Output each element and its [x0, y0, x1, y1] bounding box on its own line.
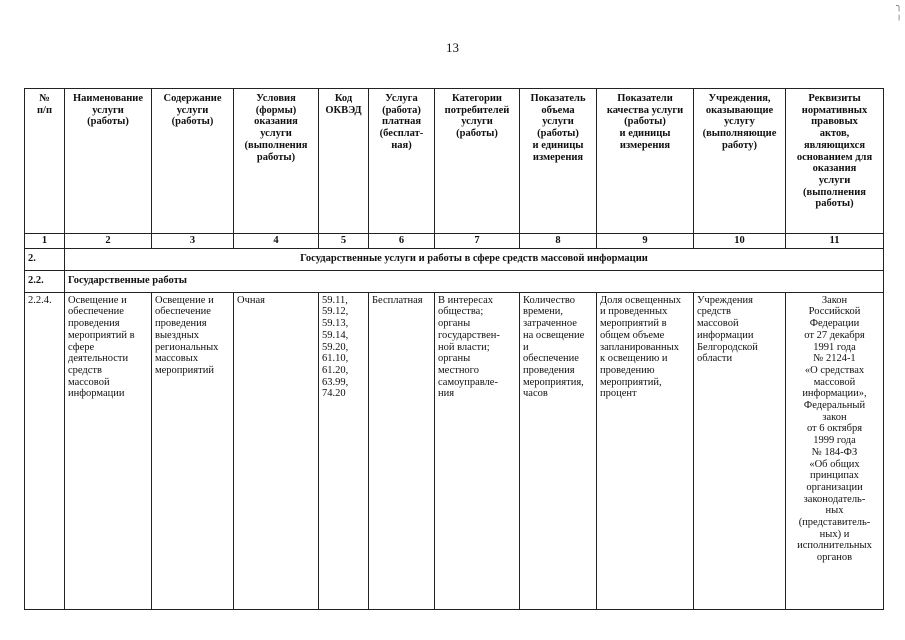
paid-status: Бесплатная [369, 292, 435, 609]
column-number: 3 [152, 234, 234, 249]
okved-codes: 59.11, 59.12, 59.13, 59.14, 59.20, 61.10, 61.20, 63.99, 74.20 [319, 292, 369, 609]
header-institutions: Учреждения, оказывающие услугу (выполняющие работу) [694, 89, 786, 234]
legal-acts: Закон Российской Федерации от 27 декабря 1991 года № 2124-1 «О средствах массовой информации», Федеральный закон от 6 октября 1999 года № 184-ФЗ «Об общих принципах организации законодатель- ных (представитель- ных) и исполнительных органов [786, 292, 884, 609]
header-conditions: Условия (формы) оказания услуги (выполнения работы) [234, 89, 319, 234]
services-registry-table [24, 88, 884, 610]
subsection-title: Государственные работы [65, 270, 884, 292]
column-number: 2 [65, 234, 152, 249]
row-number: 2.2.4. [25, 292, 65, 609]
section-row [25, 248, 884, 270]
column-number: 1 [25, 234, 65, 249]
page-number: 13 [446, 40, 459, 55]
header-service-content: Содержание услуги (работы) [152, 89, 234, 234]
service-conditions: Очная [234, 292, 319, 609]
header-legal-acts: Реквизиты нормативных правовых актов, являющихся основанием для оказания услуги (выполнения работы) [786, 89, 884, 234]
column-number: 8 [520, 234, 597, 249]
quality-indicator: Доля освещенных и проведенных мероприятий в общем объеме запланированных к освещению и проведению мероприятий, процент [597, 292, 694, 609]
consumer-categories: В интересах общества; органы государствен- ной власти; органы местного самоуправле- ния [435, 292, 520, 609]
table-row [25, 292, 884, 609]
section-title: Государственные услуги и работы в сфере средств массовой информации [65, 248, 884, 270]
column-number: 6 [369, 234, 435, 249]
header-paid: Услуга (работа) платная (бесплат- ная) [369, 89, 435, 234]
service-content: Освещение и обеспечение проведения выездных региональных массовых мероприятий [152, 292, 234, 609]
column-number: 4 [234, 234, 319, 249]
header-quality: Показатели качества услуги (работы) и единицы измерения [597, 89, 694, 234]
header-consumers: Категории потребителей услуги (работы) [435, 89, 520, 234]
header-okved: Код ОКВЭД [319, 89, 369, 234]
column-number: 11 [786, 234, 884, 249]
service-name: Освещение и обеспечение проведения мероприятий в сфере деятельности средств массовой информации [65, 292, 152, 609]
column-number: 9 [597, 234, 694, 249]
header-volume: Показатель объема услуги (работы) и единицы измерения [520, 89, 597, 234]
header-service-name: Наименование услуги (работы) [65, 89, 152, 234]
scan-corner-mark: ╮ ╷ [895, 1, 902, 21]
column-number: 10 [694, 234, 786, 249]
institutions: Учреждения средств массовой информации Белгородской области [694, 292, 786, 609]
column-number-row [25, 234, 884, 249]
column-number: 5 [319, 234, 369, 249]
header-num: № п/п [25, 89, 65, 234]
section-number: 2. [25, 248, 65, 270]
subsection-number: 2.2. [25, 270, 65, 292]
subsection-row [25, 270, 884, 292]
volume-indicator: Количество времени, затраченное на освещение и обеспечение проведения мероприятия, часов [520, 292, 597, 609]
column-number: 7 [435, 234, 520, 249]
header-row [25, 89, 884, 234]
